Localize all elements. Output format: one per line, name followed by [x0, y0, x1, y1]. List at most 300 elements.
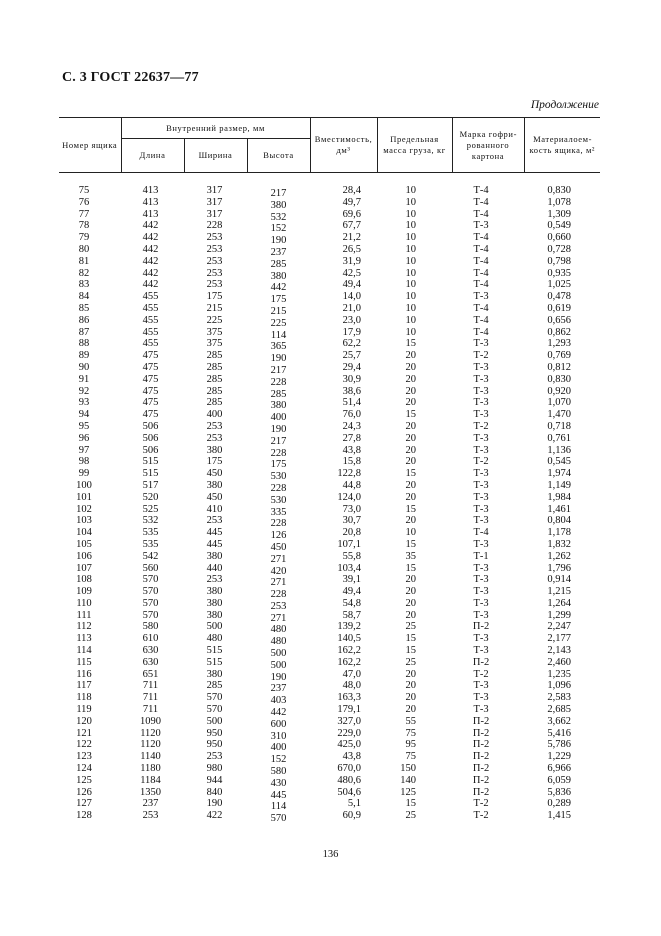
width-cell: 215 [206, 302, 223, 314]
material-cell: 6,966 [547, 763, 572, 775]
grade-cell: Т-2 [473, 810, 489, 822]
max-load-cell: 10 [405, 291, 417, 303]
max-load-cell: 20 [405, 373, 417, 385]
header-height: Высота [247, 139, 310, 173]
length-cell: 455 [142, 302, 159, 314]
material-cell: 0,619 [547, 302, 572, 314]
grade-cell: П-2 [472, 739, 490, 751]
grade-cell: Т-3 [473, 468, 489, 480]
width-cell: 980 [206, 763, 223, 775]
grade-cell: Т-3 [473, 597, 489, 609]
grade-cell: Т-3 [473, 503, 489, 515]
height-cell: 500 [270, 648, 287, 660]
capacity-cell: 42,5 [342, 267, 362, 279]
box-number-cell: 107 [76, 562, 92, 574]
capacity-cell: 24,3 [342, 420, 362, 432]
height-cell: 190 [270, 671, 287, 683]
capacity-cell: 122,8 [337, 468, 362, 480]
max-load-cell: 20 [405, 704, 417, 716]
material-cell: 0,804 [547, 515, 572, 527]
max-load-cell: 20 [405, 385, 417, 397]
length-cell: 651 [142, 668, 159, 680]
width-cell: 285 [206, 350, 223, 362]
max-load-cell: 10 [405, 255, 417, 267]
grade-cell: Т-3 [473, 680, 489, 692]
width-cell: 317 [206, 196, 223, 208]
max-load-cell: 15 [405, 538, 417, 550]
grade-cell: П-2 [472, 656, 490, 668]
width-cell: 380 [206, 444, 223, 456]
material-cell: 2,247 [547, 621, 572, 633]
max-load-cell: 15 [405, 409, 417, 421]
length-cell: 506 [142, 432, 159, 444]
table-body [59, 173, 600, 823]
max-load-cell: 125 [400, 786, 417, 798]
length-cell: 413 [142, 208, 159, 220]
capacity-cell: 17,9 [342, 326, 362, 338]
grade-cell: Т-3 [473, 361, 489, 373]
table-row [59, 456, 600, 468]
height-cell: 403 [270, 695, 287, 707]
table-row [59, 775, 600, 787]
width-cell: 190 [206, 798, 223, 810]
material-cell: 1,461 [547, 503, 572, 515]
table-row [59, 704, 600, 716]
height-cell: 380 [270, 400, 287, 412]
grade-cell: Т-4 [473, 243, 489, 255]
grade-cell: Т-3 [473, 373, 489, 385]
max-load-cell: 15 [405, 633, 417, 645]
grade-cell: Т-3 [473, 586, 489, 598]
max-load-cell: 20 [405, 515, 417, 527]
height-cell: 228 [270, 482, 287, 494]
box-number-cell: 109 [76, 586, 92, 598]
capacity-cell: 229,0 [337, 727, 362, 739]
material-cell: 0,830 [547, 373, 572, 385]
length-cell: 520 [142, 491, 159, 503]
height-cell: 442 [270, 282, 287, 294]
width-cell: 317 [206, 208, 223, 220]
max-load-cell: 15 [405, 562, 417, 574]
table-row [59, 810, 600, 822]
table-row [59, 716, 600, 728]
material-cell: 0,769 [547, 350, 572, 362]
length-cell: 711 [142, 692, 159, 704]
table-header [59, 118, 600, 173]
box-number-cell: 116 [76, 668, 92, 680]
width-cell: 950 [206, 739, 223, 751]
capacity-cell: 5,1 [347, 798, 362, 810]
capacity-cell: 480,6 [337, 774, 362, 786]
grade-cell: Т-3 [473, 432, 489, 444]
capacity-cell: 162,2 [337, 645, 362, 657]
width-cell: 225 [206, 314, 223, 326]
height-cell: 217 [270, 188, 287, 199]
length-cell: 1120 [140, 727, 161, 739]
grade-cell: П-2 [472, 763, 490, 775]
material-cell: 0,656 [547, 314, 572, 326]
max-load-cell: 15 [405, 645, 417, 657]
capacity-cell: 140,5 [337, 633, 362, 645]
box-number-cell: 112 [76, 621, 92, 633]
max-load-cell: 10 [405, 185, 417, 196]
width-cell: 410 [206, 503, 223, 515]
capacity-cell: 124,0 [337, 491, 362, 503]
grade-cell: Т-3 [473, 397, 489, 409]
table-row [59, 445, 600, 457]
box-number-cell: 86 [78, 314, 90, 326]
grade-cell: Т-4 [473, 267, 489, 279]
material-cell: 0,914 [547, 574, 572, 586]
material-cell: 6,059 [547, 774, 572, 786]
table-row [59, 468, 600, 480]
max-load-cell: 10 [405, 243, 417, 255]
box-number-cell: 104 [76, 527, 92, 539]
capacity-cell: 55,8 [342, 550, 362, 562]
capacity-cell: 48,0 [342, 680, 362, 692]
max-load-cell: 20 [405, 361, 417, 373]
table-row [59, 798, 600, 810]
max-load-cell: 75 [405, 727, 417, 739]
width-cell: 375 [206, 338, 223, 350]
table-row [59, 338, 600, 350]
height-cell: 175 [270, 294, 287, 306]
height-cell: 365 [270, 341, 287, 353]
material-cell: 1,025 [547, 279, 572, 291]
box-number-cell: 78 [78, 220, 90, 232]
material-cell: 2,177 [547, 633, 572, 645]
length-cell: 535 [142, 538, 159, 550]
max-load-cell: 20 [405, 456, 417, 468]
length-cell: 455 [142, 338, 159, 350]
width-cell: 380 [206, 597, 223, 609]
max-load-cell: 20 [405, 420, 417, 432]
height-cell: 445 [270, 789, 287, 801]
table-row [59, 350, 600, 362]
box-number-cell: 114 [76, 645, 92, 657]
grade-cell: Т-3 [473, 479, 489, 491]
table-row [59, 185, 600, 197]
material-cell: 0,545 [547, 456, 572, 468]
capacity-cell: 43,8 [342, 444, 362, 456]
capacity-cell: 47,0 [342, 668, 362, 680]
grade-cell: Т-4 [473, 279, 489, 291]
max-load-cell: 10 [405, 302, 417, 314]
width-cell: 480 [206, 633, 223, 645]
max-load-cell: 140 [400, 774, 417, 786]
capacity-cell: 28,4 [342, 185, 362, 196]
header-capacity: Вместимость, дм³ [310, 118, 377, 173]
material-cell: 1,070 [547, 397, 572, 409]
length-cell: 1090 [140, 715, 161, 727]
width-cell: 175 [206, 291, 223, 303]
material-cell: 0,798 [547, 255, 572, 267]
table-row [59, 315, 600, 327]
length-cell: 542 [142, 550, 159, 562]
height-cell: 228 [270, 518, 287, 530]
material-cell: 2,143 [547, 645, 572, 657]
height-cell: 114 [270, 329, 287, 341]
height-cell: 380 [270, 199, 287, 211]
max-load-cell: 95 [405, 739, 417, 751]
table-row [59, 669, 600, 681]
height-cell: 225 [270, 317, 287, 329]
length-cell: 711 [142, 704, 159, 716]
table-row [59, 574, 600, 586]
table-row [59, 751, 600, 763]
capacity-cell: 21,2 [342, 232, 362, 244]
grade-cell: Т-4 [473, 314, 489, 326]
height-cell: 271 [270, 553, 287, 565]
capacity-cell: 67,7 [342, 220, 362, 232]
length-cell: 525 [142, 503, 159, 515]
table-row [59, 409, 600, 421]
max-load-cell: 10 [405, 527, 417, 539]
length-cell: 413 [142, 185, 159, 196]
material-cell: 3,662 [547, 715, 572, 727]
max-load-cell: 20 [405, 597, 417, 609]
width-cell: 840 [206, 786, 223, 798]
width-cell: 570 [206, 692, 223, 704]
max-load-cell: 20 [405, 574, 417, 586]
table-row [59, 645, 600, 657]
capacity-cell: 76,0 [342, 409, 362, 421]
length-cell: 1140 [140, 751, 161, 763]
box-number-cell: 99 [78, 468, 90, 480]
material-cell: 1,984 [547, 491, 572, 503]
box-number-cell: 125 [76, 774, 92, 786]
width-cell: 375 [206, 326, 223, 338]
material-cell: 1,974 [547, 468, 572, 480]
material-cell: 1,229 [547, 751, 572, 763]
max-load-cell: 25 [405, 621, 417, 633]
max-load-cell: 10 [405, 267, 417, 279]
box-number-cell: 105 [76, 538, 92, 550]
height-cell: 420 [270, 565, 287, 577]
max-load-cell: 20 [405, 609, 417, 621]
grade-cell: Т-2 [473, 420, 489, 432]
grade-cell: Т-2 [473, 668, 489, 680]
grade-cell: Т-2 [473, 798, 489, 810]
capacity-cell: 60,9 [342, 810, 362, 822]
header-cardboard-grade: Марка гофрированного картона [452, 118, 524, 173]
grade-cell: Т-3 [473, 645, 489, 657]
box-number-cell: 80 [78, 243, 90, 255]
material-cell: 5,416 [547, 727, 572, 739]
length-cell: 535 [142, 527, 159, 539]
table-row [59, 633, 600, 645]
material-cell: 1,235 [547, 668, 572, 680]
length-cell: 442 [142, 232, 159, 244]
header-material-consumption: Материалоемкость ящика, м² [524, 118, 600, 173]
capacity-cell: 107,1 [337, 538, 362, 550]
box-number-cell: 123 [76, 751, 92, 763]
width-cell: 445 [206, 527, 223, 539]
grade-cell: Т-4 [473, 208, 489, 220]
table-row [59, 303, 600, 315]
grade-cell: Т-3 [473, 385, 489, 397]
length-cell: 506 [142, 420, 159, 432]
material-cell: 2,460 [547, 656, 572, 668]
box-number-cell: 97 [78, 444, 90, 456]
grade-cell: Т-3 [473, 220, 489, 232]
width-cell: 228 [206, 220, 223, 232]
width-cell: 380 [206, 668, 223, 680]
box-number-cell: 122 [76, 739, 92, 751]
table-row [59, 539, 600, 551]
height-cell: 335 [270, 506, 287, 518]
max-load-cell: 20 [405, 444, 417, 456]
table-row [59, 610, 600, 622]
height-cell: 442 [270, 707, 287, 719]
max-load-cell: 20 [405, 491, 417, 503]
width-cell: 253 [206, 232, 223, 244]
grade-cell: Т-3 [473, 291, 489, 303]
material-cell: 0,289 [547, 798, 572, 810]
box-number-cell: 115 [76, 656, 92, 668]
height-cell: 480 [270, 636, 287, 648]
box-dimensions-table [59, 117, 600, 825]
width-cell: 400 [206, 409, 223, 421]
table-row [59, 680, 600, 692]
material-cell: 0,920 [547, 385, 572, 397]
max-load-cell: 15 [405, 468, 417, 480]
material-cell: 1,262 [547, 550, 572, 562]
length-cell: 475 [142, 409, 159, 421]
table-row [59, 244, 600, 256]
capacity-cell: 38,6 [342, 385, 362, 397]
length-cell: 475 [142, 373, 159, 385]
table-row [59, 504, 600, 516]
grade-cell: Т-4 [473, 302, 489, 314]
table-row [59, 279, 600, 291]
material-cell: 5,786 [547, 739, 572, 751]
max-load-cell: 20 [405, 692, 417, 704]
capacity-cell: 25,7 [342, 350, 362, 362]
height-cell: 228 [270, 376, 287, 388]
box-number-cell: 128 [76, 810, 92, 822]
table-row [59, 232, 600, 244]
box-number-cell: 96 [78, 432, 90, 444]
height-cell: 500 [270, 659, 287, 671]
material-cell: 0,728 [547, 243, 572, 255]
width-cell: 380 [206, 609, 223, 621]
height-cell: 152 [270, 754, 287, 766]
table-row [59, 527, 600, 539]
box-number-cell: 113 [76, 633, 92, 645]
length-cell: 1184 [140, 774, 161, 786]
table-row [59, 386, 600, 398]
height-cell: 126 [270, 530, 287, 542]
width-cell: 253 [206, 432, 223, 444]
height-cell: 400 [270, 412, 287, 424]
capacity-cell: 51,4 [342, 397, 362, 409]
material-cell: 0,812 [547, 361, 572, 373]
capacity-cell: 15,8 [342, 456, 362, 468]
length-cell: 1350 [140, 786, 161, 798]
capacity-cell: 31,9 [342, 255, 362, 267]
width-cell: 422 [206, 810, 223, 822]
height-cell: 570 [270, 813, 287, 825]
capacity-cell: 23,0 [342, 314, 362, 326]
width-cell: 515 [206, 645, 223, 657]
material-cell: 1,796 [547, 562, 572, 574]
grade-cell: Т-4 [473, 185, 489, 196]
box-number-cell: 82 [78, 267, 90, 279]
height-cell: 450 [270, 541, 287, 553]
length-cell: 475 [142, 397, 159, 409]
width-cell: 500 [206, 715, 223, 727]
capacity-cell: 162,2 [337, 656, 362, 668]
table-row [59, 397, 600, 409]
capacity-cell: 44,8 [342, 479, 362, 491]
material-cell: 1,309 [547, 208, 572, 220]
width-cell: 445 [206, 538, 223, 550]
width-cell: 450 [206, 468, 223, 480]
material-cell: 1,096 [547, 680, 572, 692]
table-row [59, 657, 600, 669]
capacity-cell: 179,1 [337, 704, 362, 716]
table-row [59, 433, 600, 445]
height-cell: 285 [270, 258, 287, 270]
height-cell: 480 [270, 624, 287, 636]
box-number-cell: 81 [78, 255, 90, 267]
height-cell: 532 [270, 211, 287, 223]
box-number-cell: 90 [78, 361, 90, 373]
capacity-cell: 49,4 [342, 586, 362, 598]
header-length: Длина [121, 139, 184, 173]
box-number-cell: 91 [78, 373, 90, 385]
height-cell: 217 [270, 435, 287, 447]
material-cell: 0,830 [547, 185, 572, 196]
table-row [59, 763, 600, 775]
box-number-cell: 92 [78, 385, 90, 397]
width-cell: 285 [206, 385, 223, 397]
grade-cell: Т-3 [473, 538, 489, 550]
box-number-cell: 118 [76, 692, 92, 704]
box-number-cell: 89 [78, 350, 90, 362]
length-cell: 532 [142, 515, 159, 527]
width-cell: 500 [206, 621, 223, 633]
material-cell: 1,832 [547, 538, 572, 550]
length-cell: 237 [142, 798, 159, 810]
box-number-cell: 121 [76, 727, 92, 739]
height-cell: 285 [270, 388, 287, 400]
max-load-cell: 10 [405, 314, 417, 326]
width-cell: 285 [206, 397, 223, 409]
width-cell: 253 [206, 574, 223, 586]
height-cell: 400 [270, 742, 287, 754]
grade-cell: Т-3 [473, 633, 489, 645]
length-cell: 455 [142, 326, 159, 338]
table-row [59, 256, 600, 268]
width-cell: 950 [206, 727, 223, 739]
capacity-cell: 39,1 [342, 574, 362, 586]
grade-cell: Т-4 [473, 196, 489, 208]
material-cell: 0,718 [547, 420, 572, 432]
width-cell: 253 [206, 267, 223, 279]
max-load-cell: 15 [405, 798, 417, 810]
width-cell: 515 [206, 656, 223, 668]
max-load-cell: 150 [400, 763, 417, 775]
box-number-cell: 111 [76, 609, 92, 621]
grade-cell: Т-4 [473, 232, 489, 244]
grade-cell: Т-4 [473, 255, 489, 267]
length-cell: 442 [142, 220, 159, 232]
material-cell: 0,862 [547, 326, 572, 338]
box-number-cell: 83 [78, 279, 90, 291]
capacity-cell: 30,9 [342, 373, 362, 385]
